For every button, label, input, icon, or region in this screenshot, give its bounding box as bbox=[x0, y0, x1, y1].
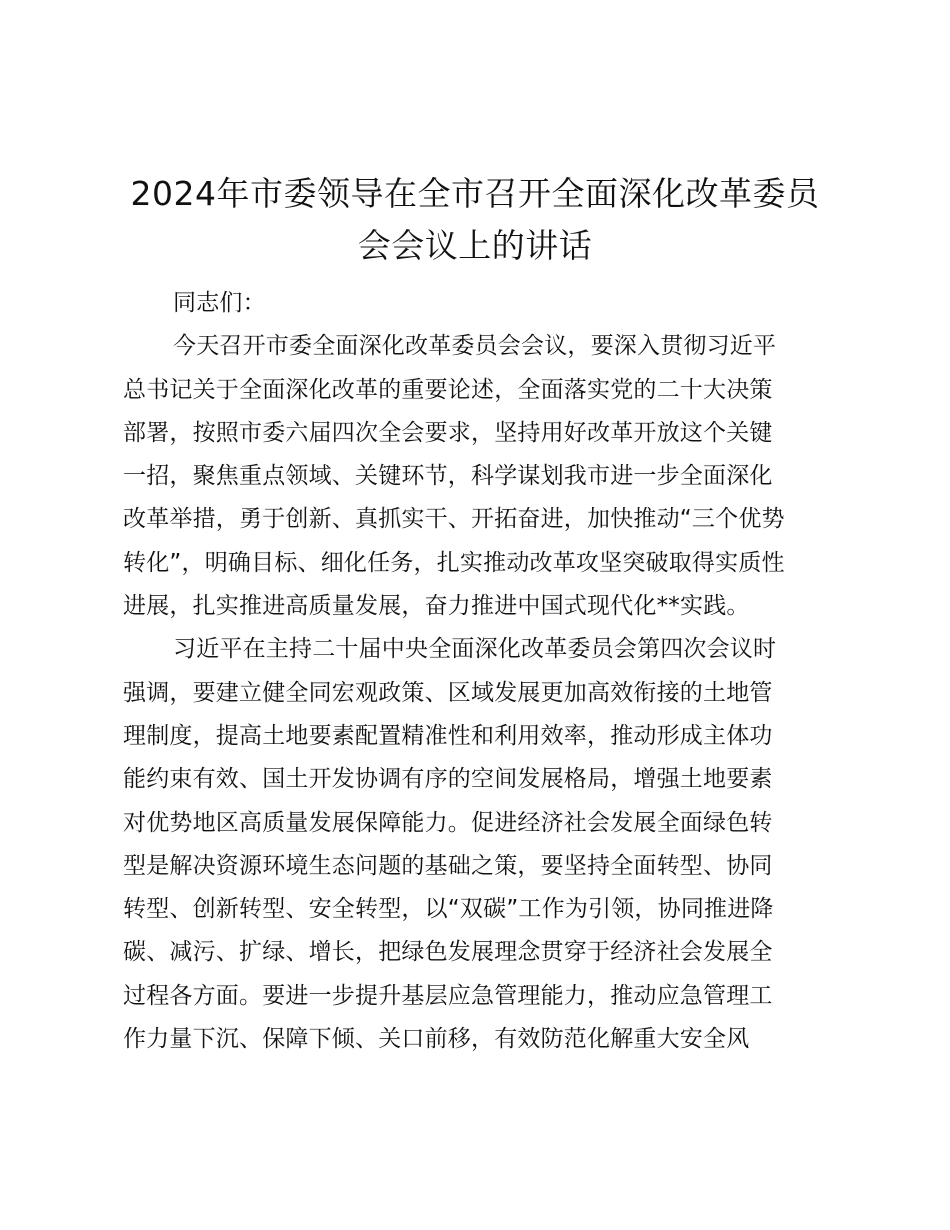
paragraph-1 bbox=[123, 325, 835, 628]
title-line: 会会议上的讲话 bbox=[357, 226, 593, 265]
paragraph-line: 部署，按照市委六届四次全会要求，坚持用好改革开放这个关键 bbox=[123, 419, 773, 446]
paragraph-line: 一招，聚焦重点领域、关键环节，科学谋划我市进一步全面深化 bbox=[123, 463, 773, 490]
paragraph-line: 能约束有效、国土开发协调有序的空间发展格局，增强土地要素 bbox=[123, 766, 773, 793]
document-title bbox=[110, 168, 840, 272]
salutation: 同志们： bbox=[173, 290, 266, 316]
paragraph-line: 型是解决资源环境生态问题的基础之策，要坚持全面转型、协同 bbox=[123, 852, 773, 879]
paragraph-line: 理制度，提高土地要素配置精准性和利用效率，推动形成主体功 bbox=[123, 722, 773, 749]
paragraph-line: 碳、减污、扩绿、增长，把绿色发展理念贯穿于经济社会发展全 bbox=[123, 939, 773, 966]
paragraph-line: 作力量下沉、保障下倾、关口前移，有效防范化解重大安全风 bbox=[123, 1026, 750, 1053]
paragraph-line: 今天召开市委全面深化改革委员会会议，要深入贯彻习近平 bbox=[173, 333, 777, 360]
paragraph-line: 改革举措，勇于创新、真抓实干、开拓奋进，加快推动“三个优势 bbox=[123, 506, 785, 533]
paragraph-line: 转型、创新转型、安全转型，以“双碳”工作为引领，协同推进降 bbox=[123, 896, 774, 923]
paragraph-line: 习近平在主持二十届中央全面深化改革委员会第四次会议时 bbox=[173, 636, 777, 663]
title-line: 2024年市委领导在全市召开全面深化改革委员 bbox=[130, 174, 820, 213]
paragraph-line: 总书记关于全面深化改革的重要论述，全面落实党的二十大决策 bbox=[123, 376, 773, 403]
document-body bbox=[123, 282, 835, 1061]
paragraph-line: 强调，要建立健全同宏观政策、区域发展更加高效衔接的土地管 bbox=[123, 679, 773, 706]
paragraph-line: 转化”，明确目标、细化任务，扎实推动改革攻坚突破取得实质性 bbox=[123, 549, 785, 576]
paragraph-line: 对优势地区高质量发展保障能力。促进经济社会发展全面绿色转 bbox=[123, 809, 773, 836]
paragraph-line: 过程各方面。要进一步提升基层应急管理能力，推动应急管理工 bbox=[123, 982, 773, 1009]
paragraph-line: 进展，扎实推进高质量发展，奋力推进中国式现代化**实践。 bbox=[123, 593, 750, 620]
paragraph-2 bbox=[123, 628, 835, 1061]
